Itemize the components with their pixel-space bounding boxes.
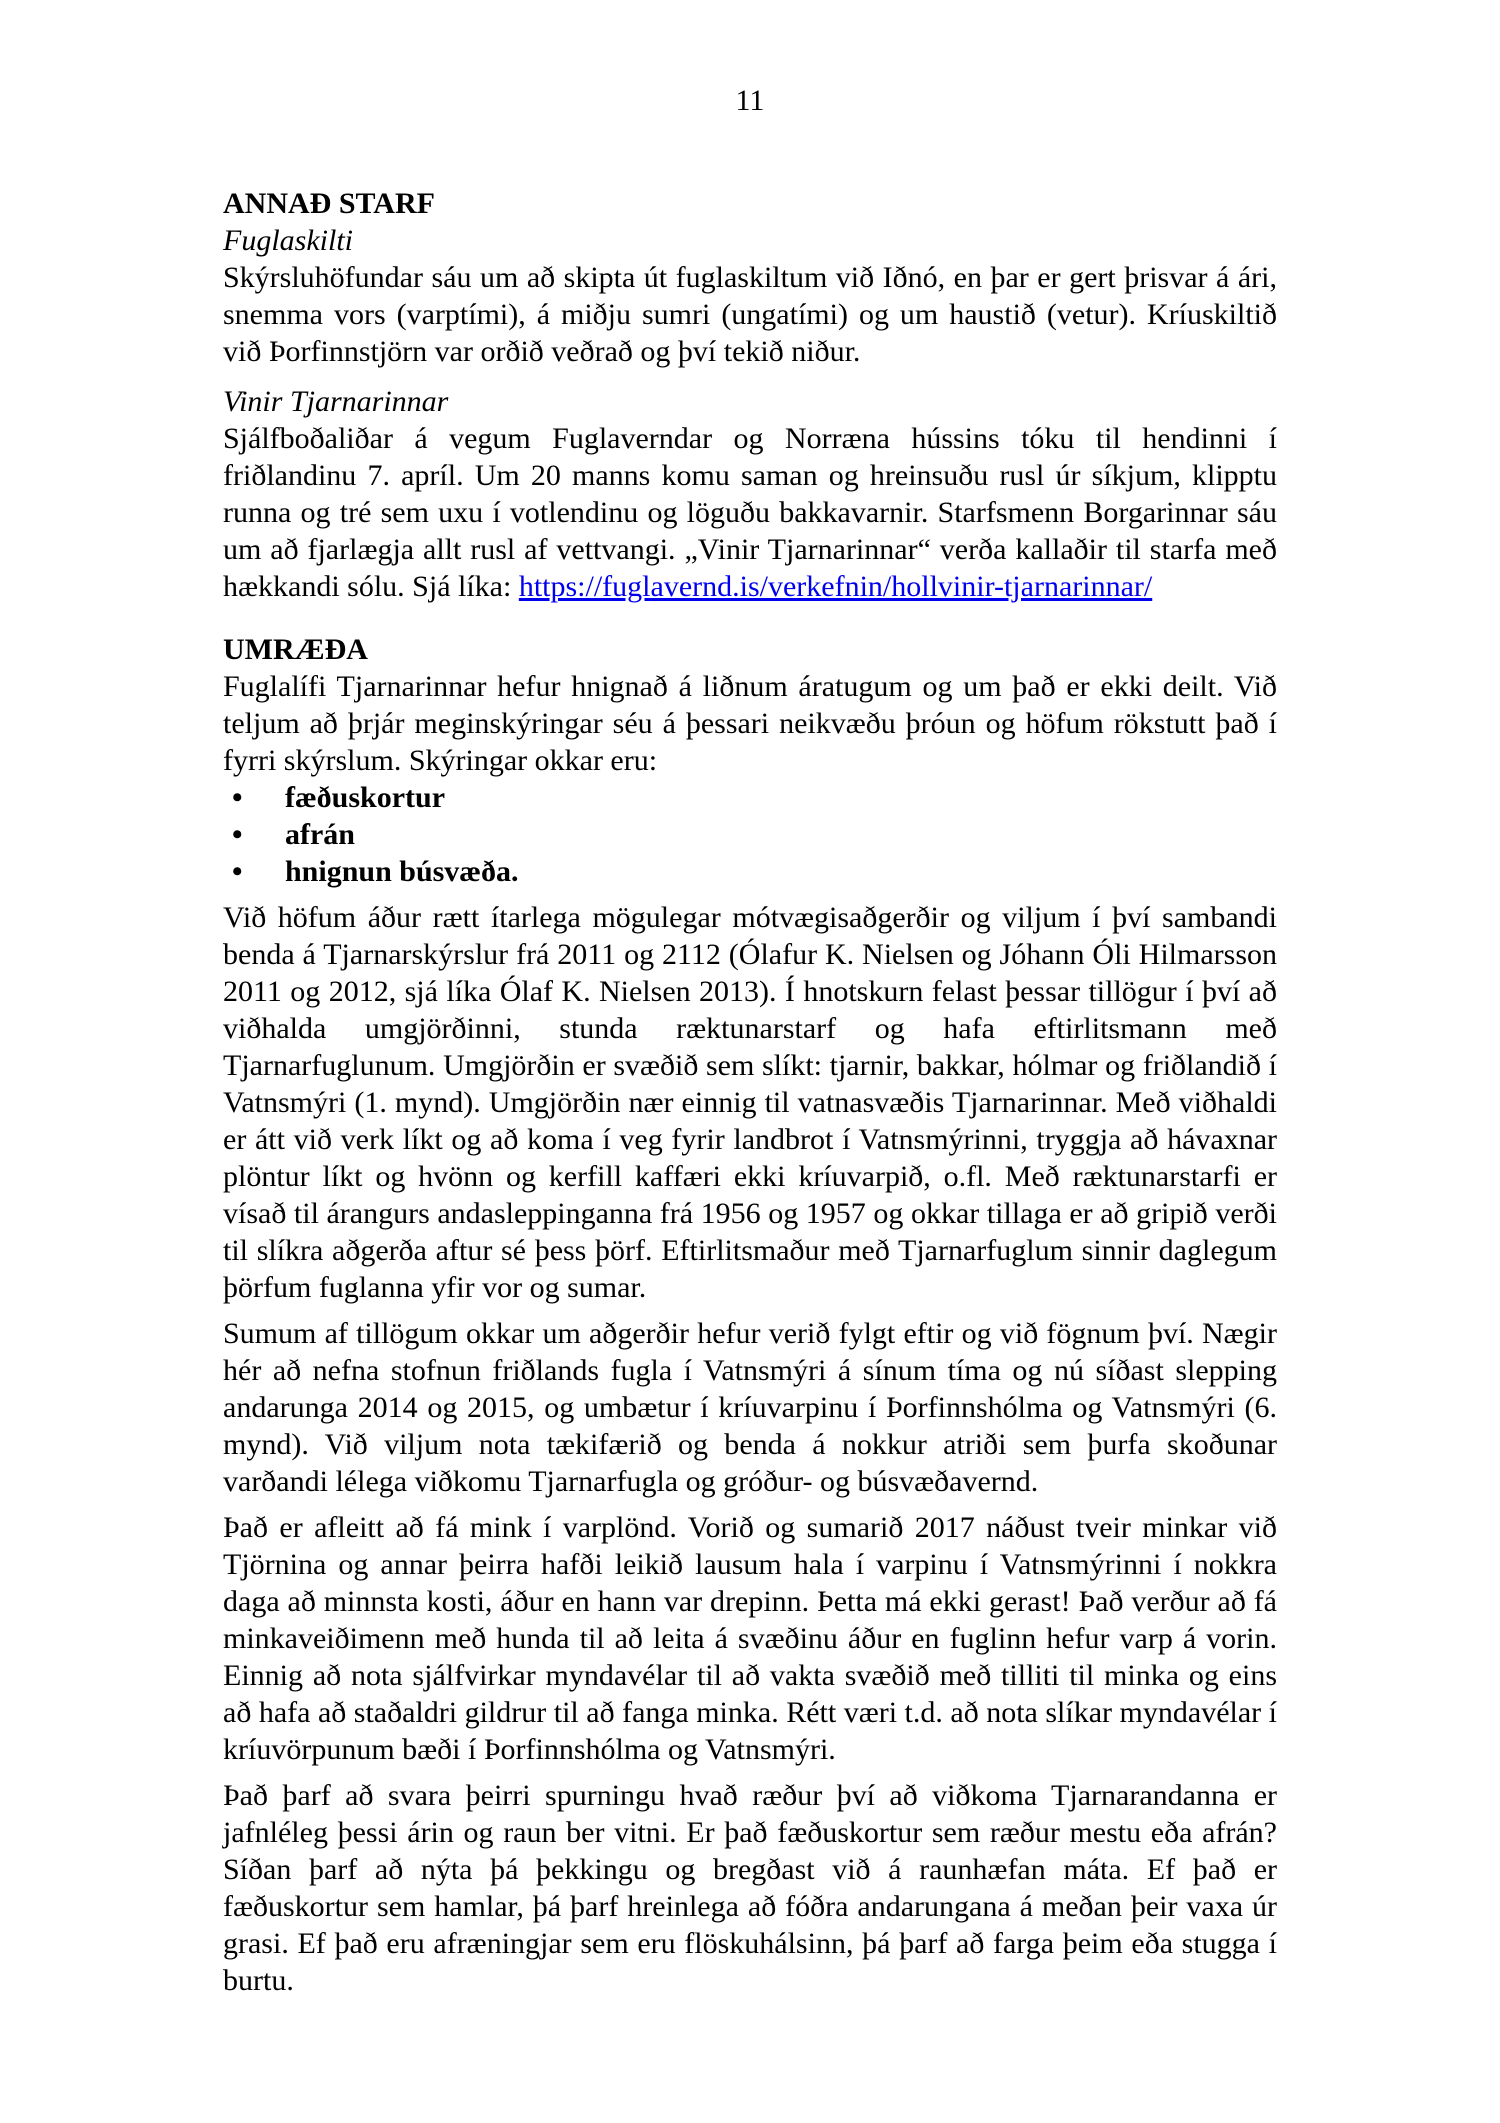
explanations-list: [223, 779, 1277, 890]
paragraph-vinir-tjarnarinnar: [223, 420, 1277, 605]
list-item-hnignun-busvaeda: [223, 853, 1277, 890]
fuglavernd-hyperlink[interactable]: https://fuglavernd.is/verkefnin/hollvinir-tjarnarinnar/: [518, 570, 1153, 603]
list-item-faeduskortur: [223, 779, 1277, 816]
list-item-label: hnignun búsvæða.: [285, 855, 519, 888]
paragraph-tillogur-fylgt-eftir: Sumum af tillögum okkar um aðgerðir hefur verið fylgt eftir og við fögnum því. Nægir hér að nefna stofnun friðlands fugla í Vatnsmýri á sínum tíma og nú síðast slepping andarunga 2014 og 2015, og umbætur í kríuvarpinu í Þorfinnshólma og Vatnsmýri (6. mynd). Við viljum nota tækifærið og benda á nokkur atriði sem þurfa skoðunar varðandi lélega viðkomu Tjarnarfugla og gróður- og búsvæðavernd.: [223, 1317, 1277, 1498]
page-number: 11: [735, 84, 765, 117]
list-item-label: afrán: [285, 818, 355, 851]
paragraph-minkur: Það er afleitt að fá mink í varplönd. Vorið og sumarið 2017 náðust tveir minkar við Tjörnina og annar þeirra hafði leikið lausum hala í varpinu í Vatnsmýrinni í nokkra daga að minnsta kosti, áður en hann var drepinn. Þetta má ekki gerast! Það verður að fá minkaveiðimenn með hunda til að leita á svæðinu áður en fuglinn hefur varp á vorin. Einnig að nota sjálfvirkar myndavélar til að vakta svæðið með tilliti til minka og eins að hafa að staðaldri gildrur til að fanga minka. Rétt væri t.d. að nota slíkar myndavélar í kríuvörpunum bæði í Þorfinnshólma og Vatnsmýri.: [223, 1511, 1277, 1766]
paragraph-vidkoma-tjarnarandanna: Það þarf að svara þeirri spurningu hvað ræður því að viðkoma Tjarnarandanna er jafnléleg þessi árin og raun ber vitni. Er það fæðuskortur sem ræður mestu eða afrán? Síðan þarf að nýta þá þekkingu og bregðast við á raunhæfan máta. Ef það er fæðuskortur sem hamlar, þá þarf hreinlega að fóðra andarungana á meðan þeir vaxa úr grasi. Ef það eru afræningjar sem eru flöskuhálsinn, þá þarf að farga þeim eða stugga í burtu.: [223, 1779, 1277, 1997]
paragraph-motvaegisadgerdir: Við höfum áður rætt ítarlega mögulegar mótvægisaðgerðir og viljum í því sambandi benda á Tjarnarskýrslur frá 2011 og 2112 (Ólafur K. Nielsen og Jóhann Óli Hilmarsson 2011 og 2012, sjá líka Ólaf K. Nielsen 2013). Í hnotskurn felast þessar tillögur í því að viðhalda umgjörðinni, stunda ræktunarstarf og hafa eftirlitsmann með Tjarnarfuglunum. Umgjörðin er svæðið sem slíkt: tjarnir, bakkar, hólmar og friðlandið í Vatnsmýri (1. mynd). Umgjörðin nær einnig til vatnasvæðis Tjarnarinnar. Með viðhaldi er átt við verk líkt og að koma í veg fyrir landbrot í Vatnsmýrinni, tryggja að hávaxnar plöntur líkt og hvönn og kerfill kaffæri ekki kríuvarpið, o.fl. Með ræktunarstarfi er vísað til árangurs andasleppinganna frá 1956 og 1957 og okkar tillaga er að gripið verði til slíkra aðgerða aftur sé þess þörf. Eftirlitsmaður með Tjarnarfuglum sinnir daglegum þörfum fuglanna yfir vor og sumar.: [223, 901, 1277, 1304]
section-heading-annad-starf: ANNAÐ STARF: [223, 187, 435, 220]
paragraph-vinir-text: Sjálfboðaliðar á vegum Fuglaverndar og Norræna hússins tóku til hendinni í friðlandinu 7. apríl. Um 20 manns komu saman og hreinsuðu rusl úr síkjum, klipptu runna og tré sem uxu í votlendinu og löguðu bakkavarnir. Starfsmenn Borgarinnar sáu um að fjarlægja allt rusl af vettvangi. „Vinir Tjarnarinnar“ verða kallaðir til starfa með hækkandi sólu. Sjá líka:: [223, 422, 1277, 603]
section-heading-umraeda: UMRÆÐA: [223, 633, 368, 666]
bullet-icon: •: [232, 818, 243, 851]
document-content: [223, 185, 1277, 1999]
bullet-icon: •: [232, 855, 243, 888]
list-item-afran: [223, 816, 1277, 853]
subsection-heading-vinir-tjarnarinnar: Vinir Tjarnarinnar: [223, 385, 449, 418]
paragraph-fuglaskilti: Skýrsluhöfundar sáu um að skipta út fuglaskiltum við Iðnó, en þar er gert þrisvar á ári, snemma vors (varptími), á miðju sumri (ungatími) og um haustið (vetur). Kríuskiltið við Þorfinnstjörn var orðið veðrað og því tekið niður.: [223, 261, 1277, 368]
paragraph-umraeda-intro: Fuglalífi Tjarnarinnar hefur hnignað á liðnum áratugum og um það er ekki deilt. Við teljum að þrjár meginskýringar séu á þessari neikvæðu þróun og höfum rökstutt það í fyrri skýrslum. Skýringar okkar eru:: [223, 670, 1277, 777]
subsection-heading-fuglaskilti: Fuglaskilti: [223, 224, 353, 257]
bullet-icon: •: [232, 781, 243, 814]
list-item-label: fæðuskortur: [285, 781, 446, 814]
